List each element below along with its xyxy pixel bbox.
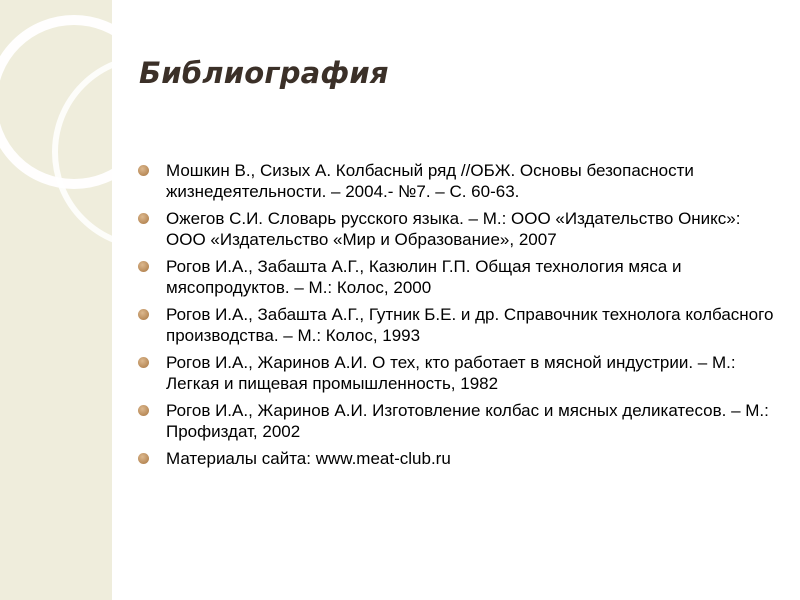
- bibliography-list: [136, 160, 776, 475]
- bullet-icon: [138, 405, 149, 416]
- bullet-icon: [138, 165, 149, 176]
- list-item-text: Ожегов С.И. Словарь русского языка. – М.: ООО «Издательство Оникс»: ООО «Издательство «Мир и Образование», 2007: [166, 209, 741, 249]
- bullet-icon: [138, 309, 149, 320]
- list-item-text: Рогов И.А., Забашта А.Г., Казюлин Г.П. Общая технология мяса и мясопродуктов. – М.: Колос, 2000: [166, 257, 682, 297]
- list-item: [136, 208, 776, 250]
- bullet-icon: [138, 357, 149, 368]
- bullet-icon: [138, 213, 149, 224]
- bullet-icon: [138, 261, 149, 272]
- list-item-text: Материалы сайта: www.meat-club.ru: [166, 449, 451, 468]
- slide-title: Библиография: [139, 56, 389, 90]
- list-item: [136, 400, 776, 442]
- bullet-icon: [138, 453, 149, 464]
- list-item: [136, 448, 776, 469]
- list-item-text: Рогов И.А., Жаринов А.И. Изготовление колбас и мясных деликатесов. – М.: Профиздат, 2002: [166, 401, 769, 441]
- list-item: [136, 256, 776, 298]
- list-item: [136, 352, 776, 394]
- list-item: [136, 160, 776, 202]
- list-item-text: Рогов И.А., Забашта А.Г., Гутник Б.Е. и др. Справочник технолога колбасного производства. – М.: Колос, 1993: [166, 305, 774, 345]
- list-item: [136, 304, 776, 346]
- list-item-text: Рогов И.А., Жаринов А.И. О тех, кто работает в мясной индустрии. – М.: Легкая и пищевая промышленность, 1982: [166, 353, 736, 393]
- list-item-text: Мошкин В., Сизых А. Колбасный ряд //ОБЖ. Основы безопасности жизнедеятельности. – 2004.- №7. – С. 60-63.: [166, 161, 694, 201]
